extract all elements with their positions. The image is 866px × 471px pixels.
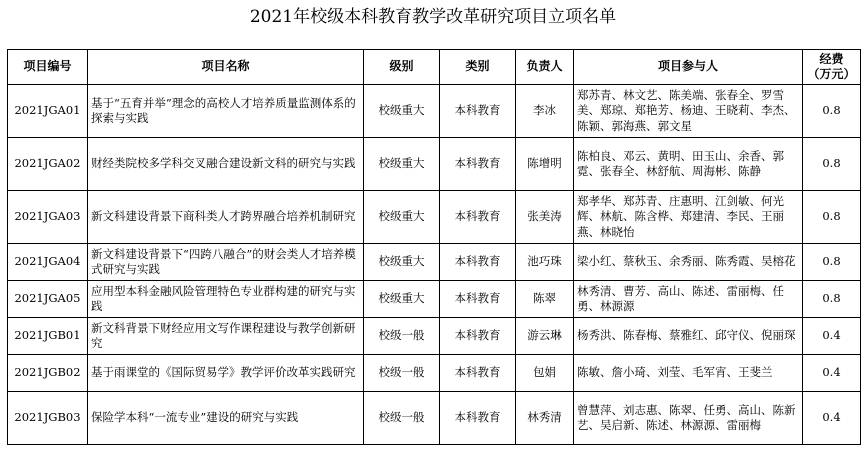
project-category-cell: 本科教育 <box>440 138 516 191</box>
project-level-cell: 校级重大 <box>364 244 440 281</box>
project-level-cell: 校级一般 <box>364 392 440 445</box>
project-code-cell: 2021JGB02 <box>8 355 88 392</box>
project-category-cell: 本科教育 <box>440 392 516 445</box>
project-members-cell: 郑苏青、林文艺、陈美端、张春全、罗雪美、郑琼、郑艳芳、杨迪、王晓莉、李杰、陈颖、郭海燕、郭文星 <box>574 85 803 138</box>
project-category-cell: 本科教育 <box>440 281 516 318</box>
project-funds-cell: 0.8 <box>803 85 861 138</box>
project-name-cell: 基于雨课堂的《国际贸易学》教学评价改革实践研究 <box>88 355 364 392</box>
project-code-cell: 2021JGA03 <box>8 191 88 244</box>
project-name-cell: 保险学本科“一流专业”建设的研究与实践 <box>88 392 364 445</box>
project-table <box>7 49 861 445</box>
project-code-cell: 2021JGA04 <box>8 244 88 281</box>
project-leader-cell: 包娟 <box>516 355 574 392</box>
project-funds-cell: 0.8 <box>803 138 861 191</box>
project-category-cell: 本科教育 <box>440 244 516 281</box>
project-category-cell: 本科教育 <box>440 85 516 138</box>
header-level: 级别 <box>364 50 440 85</box>
header-category: 类别 <box>440 50 516 85</box>
project-funds-cell: 0.8 <box>803 281 861 318</box>
table-row <box>8 318 861 355</box>
project-funds-cell: 0.8 <box>803 244 861 281</box>
project-members-cell: 梁小红、蔡秋玉、余秀丽、陈秀霞、吴榕花 <box>574 244 803 281</box>
page-title: 2021年校级本科教育教学改革研究项目立项名单 <box>249 7 617 27</box>
header-row <box>8 50 861 85</box>
project-level-cell: 校级重大 <box>364 138 440 191</box>
project-code-cell: 2021JGA02 <box>8 138 88 191</box>
table-body <box>8 85 861 445</box>
table-row <box>8 244 861 281</box>
project-name-cell: 基于“五育并举”理念的高校人才培养质量监测体系的探索与实践 <box>88 85 364 138</box>
project-category-cell: 本科教育 <box>440 318 516 355</box>
project-members-cell: 杨秀洪、陈春梅、蔡雅红、邱守仪、倪丽琛 <box>574 318 803 355</box>
project-category-cell: 本科教育 <box>440 355 516 392</box>
project-level-cell: 校级重大 <box>364 281 440 318</box>
table-row <box>8 85 861 138</box>
table-row <box>8 281 861 318</box>
project-members-cell: 林秀清、曹芳、高山、陈述、雷丽梅、任勇、林源源 <box>574 281 803 318</box>
table-row <box>8 138 861 191</box>
project-category-cell: 本科教育 <box>440 191 516 244</box>
project-leader-cell: 游云琳 <box>516 318 574 355</box>
project-code-cell: 2021JGB01 <box>8 318 88 355</box>
project-members-cell: 郑孝华、郑苏青、庄惠明、江剑敏、何光辉、林航、陈含桦、郑建清、李民、王丽燕、林晓怡 <box>574 191 803 244</box>
project-funds-cell: 0.8 <box>803 191 861 244</box>
project-name-cell: 新文科建设背景下“四跨八融合”的财会类人才培养模式研究与实践 <box>88 244 364 281</box>
header-members: 项目参与人 <box>574 50 803 85</box>
header-funds-line1: 经费 <box>819 51 844 66</box>
project-funds-cell: 0.4 <box>803 318 861 355</box>
table-row <box>8 355 861 392</box>
project-members-cell: 陈柏良、邓云、黄明、田玉山、余香、郭霓、张春全、林舒航、周海彬、陈静 <box>574 138 803 191</box>
project-name-cell: 新文科建设背景下商科类人才跨界融合培养机制研究 <box>88 191 364 244</box>
header-name: 项目名称 <box>88 50 364 85</box>
project-members-cell: 曾慧萍、刘志惠、陈翠、任勇、高山、陈新艺、吴启新、陈述、林源源、雷丽梅 <box>574 392 803 445</box>
project-level-cell: 校级重大 <box>364 191 440 244</box>
project-code-cell: 2021JGA05 <box>8 281 88 318</box>
project-level-cell: 校级一般 <box>364 355 440 392</box>
project-funds-cell: 0.4 <box>803 392 861 445</box>
project-funds-cell: 0.4 <box>803 355 861 392</box>
project-name-cell: 财经类院校多学科交叉融合建设新文科的研究与实践 <box>88 138 364 191</box>
header-funds <box>803 50 861 85</box>
project-leader-cell: 张美涛 <box>516 191 574 244</box>
project-name-cell: 应用型本科金融风险管理特色专业群构建的研究与实践 <box>88 281 364 318</box>
header-code: 项目编号 <box>8 50 88 85</box>
project-code-cell: 2021JGA01 <box>8 85 88 138</box>
project-leader-cell: 李冰 <box>516 85 574 138</box>
project-name-cell: 新文科背景下财经应用文写作课程建设与教学创新研究 <box>88 318 364 355</box>
project-members-cell: 陈敏、詹小琦、刘莹、毛军宵、王斐兰 <box>574 355 803 392</box>
project-code-cell: 2021JGB03 <box>8 392 88 445</box>
project-leader-cell: 池巧珠 <box>516 244 574 281</box>
table-row <box>8 392 861 445</box>
header-funds-line2: （万元） <box>807 67 856 81</box>
project-leader-cell: 林秀清 <box>516 392 574 445</box>
project-level-cell: 校级一般 <box>364 318 440 355</box>
header-leader: 负责人 <box>516 50 574 85</box>
project-level-cell: 校级重大 <box>364 85 440 138</box>
project-leader-cell: 陈增明 <box>516 138 574 191</box>
table-row <box>8 191 861 244</box>
project-leader-cell: 陈翠 <box>516 281 574 318</box>
